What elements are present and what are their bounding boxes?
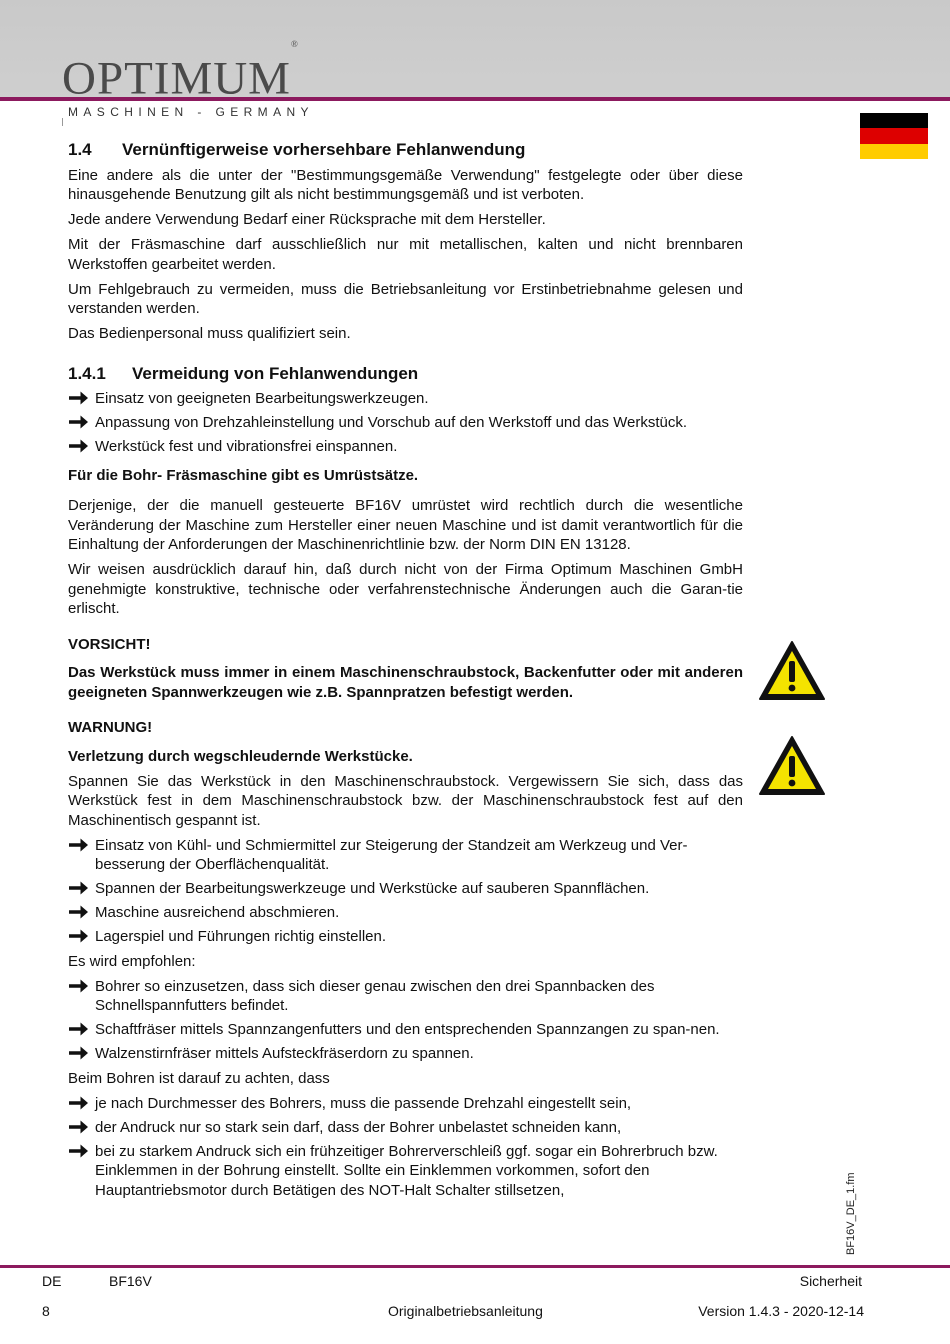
list-item — [68, 903, 743, 923]
subsection-heading — [68, 364, 743, 384]
logo-text: OPTIMUM — [62, 52, 291, 105]
flag-stripe-black — [860, 113, 928, 128]
german-flag-icon — [860, 113, 928, 159]
warning-triangle-icon — [758, 640, 826, 702]
footer-doc-type: Originalbetriebsanleitung — [388, 1303, 543, 1319]
page-number: 8 — [42, 1303, 50, 1319]
optimum-logo — [62, 39, 299, 105]
list-item-text: Einsatz von geeigneten Bearbeitungswerkzeugen. — [95, 390, 429, 407]
list-item — [68, 977, 743, 1016]
arrow-right-icon — [68, 837, 89, 853]
paragraph: Um Fehlgebrauch zu vermeiden, muss die Betriebsanleitung vor Erstinbetriebnahme gelesen und verstanden werden. — [68, 280, 743, 317]
footer-version: Version 1.4.3 - 2020-12-14 — [698, 1303, 864, 1319]
caution-label: VORSICHT! — [68, 635, 151, 653]
list-item-text: Anpassung von Drehzahleinstellung und Vorschub auf den Werkstoff und das Werkstück. — [95, 414, 688, 431]
drilling-intro: Beim Bohren ist darauf zu achten, dass — [68, 1069, 330, 1087]
arrow-right-icon — [68, 880, 89, 896]
warning-label: WARNUNG! — [68, 719, 153, 736]
section-number: 1.4 — [68, 140, 92, 159]
list-item — [68, 1118, 743, 1138]
left-tick — [62, 118, 63, 126]
list-item-text: Bohrer so einzusetzen, dass sich dieser genau zwischen den drei Spannbacken des Schnellspannfutters befindet. — [95, 977, 655, 1014]
arrow-right-icon — [68, 928, 89, 944]
list-item-text: je nach Durchmesser des Bohrers, muss die passende Drehzahl eingestellt sein, — [95, 1094, 632, 1112]
list-item — [68, 389, 743, 409]
arrow-right-icon — [68, 1045, 89, 1061]
paragraph: Wir weisen ausdrücklich darauf hin, daß durch nicht von der Firma Optimum Maschinen GmbH genehmigte konstruktive, technische oder verfahrenstechnische Änderungen auch die Garan-tie erlischt. — [68, 561, 743, 617]
footer-rule — [0, 1265, 950, 1268]
list-item-text: Werkstück fest und vibrationsfrei einspannen. — [95, 438, 398, 455]
list-item-text: Schaftfräser mittels Spannzangenfutters und den entsprechenden Spannzangen zu span-nen. — [95, 1021, 720, 1038]
arrow-right-icon — [68, 978, 89, 994]
arrow-right-icon — [68, 1095, 89, 1111]
main-content — [68, 140, 743, 1205]
footer-model: BF16V — [109, 1273, 152, 1289]
section-heading — [68, 140, 743, 160]
footer-language: DE — [42, 1273, 62, 1289]
arrow-right-icon — [68, 1143, 89, 1159]
paragraph: Eine andere als die unter der "Bestimmungsgemäße Verwendung" festgelegte oder über diese hinausgehende Benutzung gilt als nicht bestimmungsgemäß und ist verboten. — [68, 166, 743, 203]
list-item-text: Spannen der Bearbeitungswerkzeuge und Werkstücke auf sauberen Spannflächen. — [95, 880, 650, 897]
recommend-intro: Es wird empfohlen: — [68, 952, 196, 970]
arrow-right-icon — [68, 1119, 89, 1135]
bullet-list — [68, 977, 743, 1064]
section-title: Vernünftigerweise vorhersehbare Fehlanwendung — [122, 140, 526, 159]
flag-stripe-gold — [860, 144, 928, 159]
subsection-number: 1.4.1 — [68, 363, 106, 383]
bullet-list — [68, 389, 743, 457]
file-label: BF16V_DE_1.fm — [845, 1172, 857, 1255]
warning-triangle-icon — [758, 735, 826, 797]
list-item — [68, 1142, 743, 1201]
warning-text: Spannen Sie das Werkstück in den Maschinenschraubstock. Vergewissern Sie sich, dass das Werkstück fest in dem Maschinenschraubstock bzw. der Maschinenschraubstock fest auf den Maschinentisch gespannt ist. — [68, 772, 743, 829]
paragraph: Jede andere Verwendung Bedarf einer Rücksprache mit dem Hersteller. — [68, 211, 546, 228]
bullet-list — [68, 836, 743, 947]
list-item — [68, 927, 743, 947]
arrow-right-icon — [68, 390, 89, 406]
conversion-note: Für die Bohr- Fräsmaschine gibt es Umrüstsätze. — [68, 466, 419, 484]
paragraph: Das Bedienpersonal muss qualifiziert sein. — [68, 325, 351, 342]
logo-tagline: MASCHINEN - GERMANY — [68, 105, 314, 119]
list-item-text: Maschine ausreichend abschmieren. — [95, 904, 340, 921]
list-item-text: Walzenstirnfräser mittels Aufsteckfräserdorn zu spannen. — [95, 1045, 474, 1062]
list-item-text: Lagerspiel und Führungen richtig einstellen. — [95, 928, 387, 945]
list-item — [68, 836, 743, 875]
list-item-text: bei zu starkem Andruck sich ein frühzeitiger Bohrerverschleiß ggf. sogar ein Bohrerbruch bzw. Einklemmen in der Bohrung einstellt. Sollte ein Einklemmen vorkommen, sofort den Hauptantriebsmotor durch Betätigen des NOT-Halt Schalter stillsetzen, — [95, 1142, 718, 1199]
list-item — [68, 413, 743, 433]
footer-chapter: Sicherheit — [799, 1273, 862, 1289]
registered-mark: ® — [290, 39, 299, 49]
list-item — [68, 879, 743, 899]
list-item — [68, 437, 743, 457]
caution-text: Das Werkstück muss immer in einem Maschinenschraubstock, Backenfutter oder mit anderen geeigneten Spannwerkzeugen wie z.B. Spannpratzen befestigt werden. — [68, 664, 743, 701]
warning-subtitle: Verletzung durch wegschleudernde Werkstücke. — [68, 747, 413, 765]
list-item — [68, 1044, 743, 1064]
flag-stripe-red — [860, 128, 928, 143]
list-item — [68, 1094, 743, 1114]
list-item-text: der Andruck nur so stark sein darf, dass der Bohrer unbelastet schneiden kann, — [95, 1118, 622, 1136]
bullet-list — [68, 1094, 743, 1201]
arrow-right-icon — [68, 438, 89, 454]
paragraph: Derjenige, der die manuell gesteuerte BF16V umrüstet wird rechtlich durch die wesentliche Veränderung der Maschine zum Hersteller einer neuen Maschine und ist damit verantwortlich für die Einhaltung der Anforderungen der Maschinenrichtlinie bzw. der Norm DIN EN 13128. — [68, 497, 743, 553]
arrow-right-icon — [68, 1021, 89, 1037]
list-item — [68, 1020, 743, 1040]
arrow-right-icon — [68, 414, 89, 430]
list-item-text: Einsatz von Kühl- und Schmiermittel zur Steigerung der Standzeit am Werkzeug und Ver-besserung der Oberflächenqualität. — [95, 836, 688, 873]
subsection-title: Vermeidung von Fehlanwendungen — [132, 363, 419, 383]
arrow-right-icon — [68, 904, 89, 920]
paragraph: Mit der Fräsmaschine darf ausschließlich nur mit metallischen, kalten und nicht brennbaren Werkstoffen gearbeitet werden. — [68, 236, 743, 273]
